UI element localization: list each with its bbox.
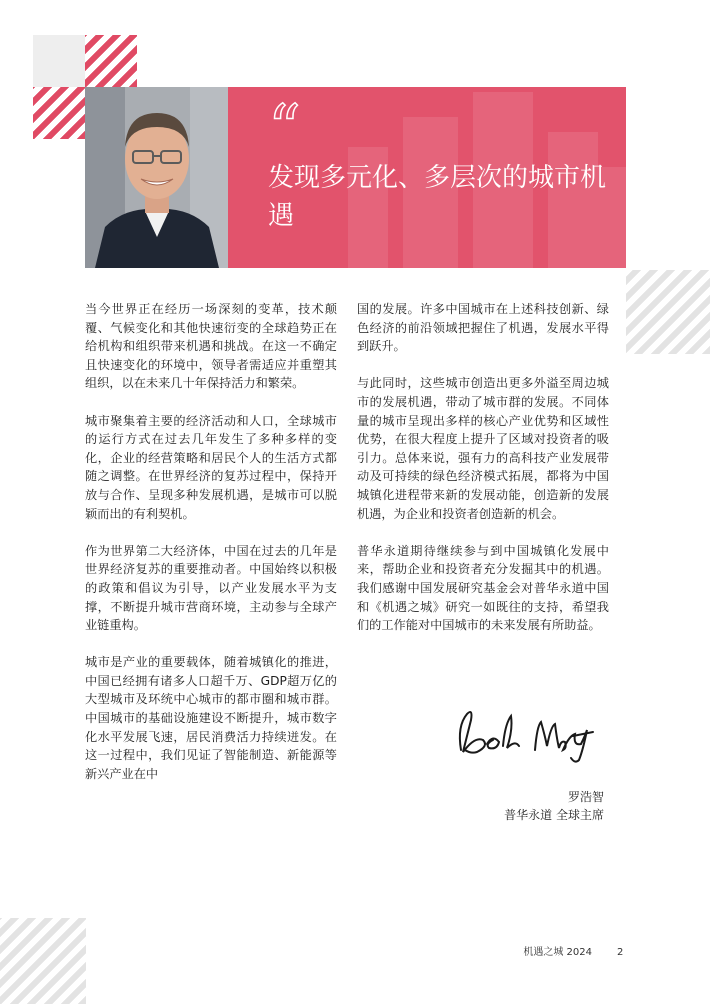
decor-red-stripes [33, 87, 85, 139]
paragraph: 城市聚集着主要的经济活动和人口，全球城市的运行方式在过去几年发生了多种多样的变化，企业的经营策略和居民个人的生活方式都随之调整。在世界经济的复苏过程中，保持开放与合作、呈现多种发展机遇，是城市可以脱颖而出的有利契机。 [85, 413, 337, 521]
quote-mark-icon: “ [268, 92, 295, 166]
decor-red-stripes [85, 35, 137, 87]
decor-gray-stripes [626, 270, 710, 354]
paragraph: 当今世界正在经历一场深刻的变革，技术颠覆、气候变化和其他快速衍变的全球趋势正在给机构和组织带来机遇和挑战。在这一不确定且快速变化的环境中，领导者需适应并重塑其组织，以在未来几十年保持活力和繁荣。 [85, 302, 337, 391]
decor-gray-stripes [0, 918, 86, 1004]
portrait-photo [85, 87, 228, 268]
handwritten-signature [453, 706, 603, 766]
signatory-name: 罗浩智 [567, 790, 604, 804]
paragraph: 作为世界第二大经济体，中国在过去的几年是世界经济复苏的重要推动者。中国始终以积极的政策和倡议为引导，以产业发展水平为支撑，不断提升城市营商环境，主动参与全球产业链重构。 [85, 543, 337, 633]
page-number: 2 [617, 947, 624, 958]
paragraph: 国的发展。许多中国城市在上述科技创新、绿色经济的前沿领域把握住了机遇，发展水平得到跃升。 [357, 302, 609, 354]
paragraph: 与此同时，这些城市创造出更多外溢至周边城市的发展机遇，带动了城市群的发展。不同体量的城市呈现出多样的核心产业优势和区域性优势，在很大程度上提升了区域对投资者的吸引力。总体来说，强有力的高科技产业发展带动及可持续的绿色经济模式拓展，都将为中国城镇化进程带来新的发展动能，创造新的发展机遇，为企业和投资者创造新的机会。 [357, 376, 609, 521]
body-column-left [85, 300, 337, 802]
decor-gray-block [33, 35, 85, 87]
title-banner [228, 87, 626, 268]
portrait-illustration [85, 87, 228, 268]
paragraph: 城市是产业的重要载体，随着城镇化的推进，中国已经拥有诸多人口超千万、GDP超万亿的大型城市及环统中心城市的都市圈和城市群。中国城市的基础设施建设不断提升，城市数字化水平发展飞速，居民消费活力持续迸发。在这一过程中，我们见证了智能制造、新能源等新兴产业在中 [85, 655, 337, 781]
page-title: 发现多元化、多层次的城市机遇 [268, 163, 607, 231]
body-column-right [357, 300, 609, 653]
footer-doc-title: 机遇之城 2024 [523, 947, 592, 958]
paragraph: 普华永道期待继续参与到中国城镇化发展中来，帮助企业和投资者充分发掘其中的机遇。我们感谢中国发展研究基金会对普华永道中国和《机遇之城》研究一如既往的支持，希望我们的工作能对中国城市的未来发展有所助益。 [357, 543, 609, 633]
signatory-title: 普华永道 全球主席 [504, 808, 604, 822]
